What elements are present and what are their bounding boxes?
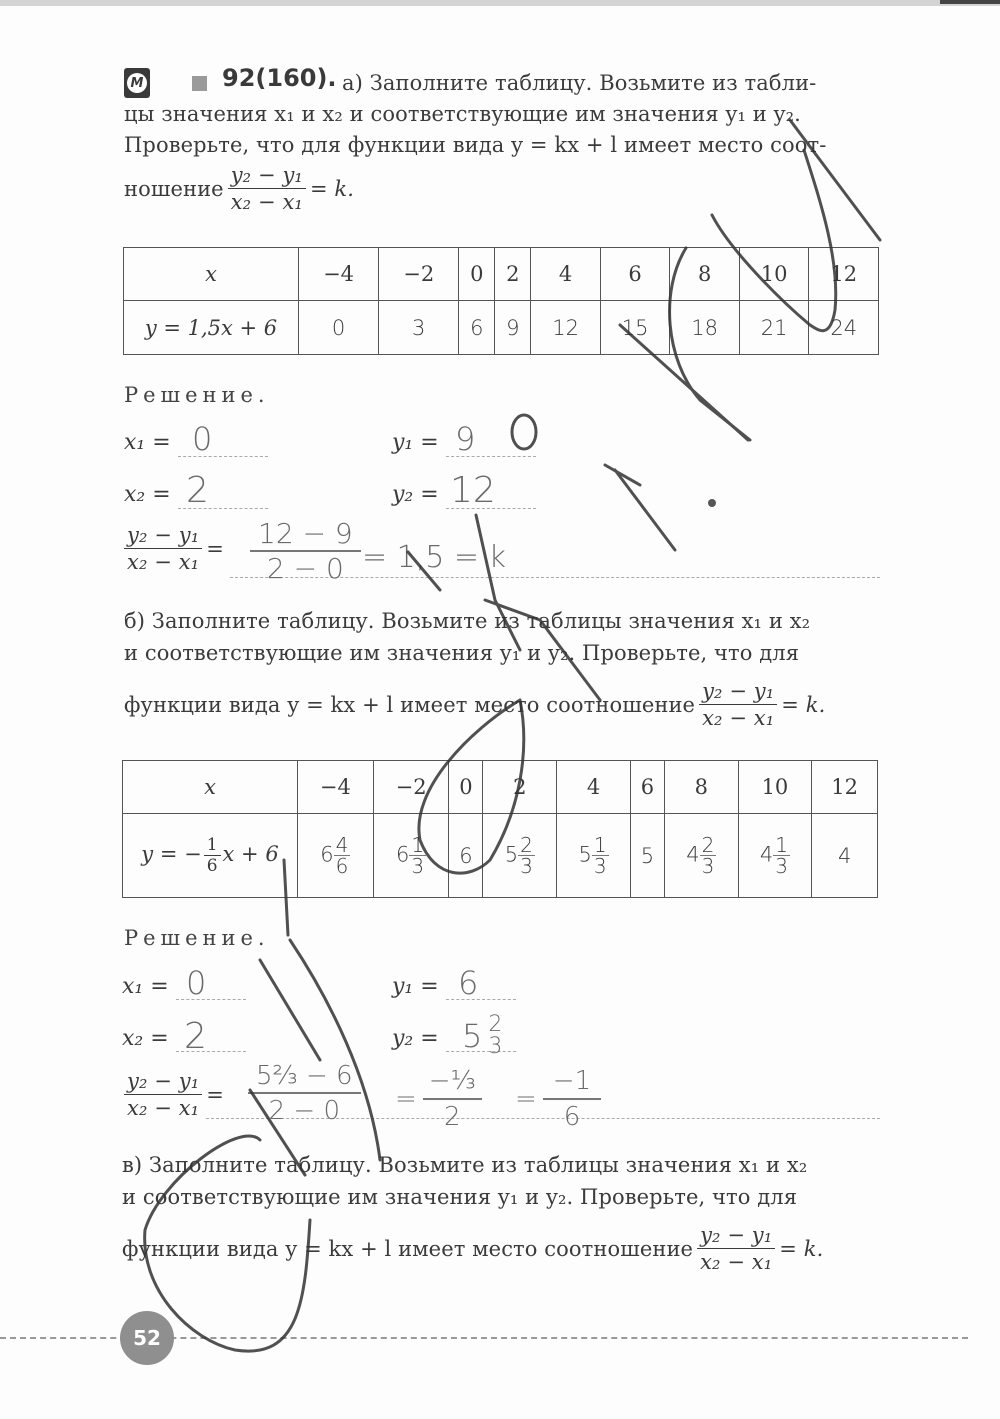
x-cell: −2 [373, 761, 449, 814]
part-c-line-1: в) Заполните таблицу. Возьмите из таблицы значения x₁ и x₂ [122, 1153, 808, 1177]
y2-handwritten: 5 2 3 [462, 1012, 503, 1059]
exercise-number: 92(160). [222, 64, 337, 92]
solution-b-handwritten-fraction: 5⅔ − 6 2 − 0 [248, 1060, 361, 1128]
y-cell-handwritten: 6 [449, 814, 483, 898]
y-cell-handwritten: 3 [379, 301, 459, 355]
y1-blank [446, 999, 516, 1000]
y1-label: y₁ = [392, 974, 439, 999]
x-cell: 6 [600, 248, 670, 301]
scribble-stroke [605, 465, 640, 485]
part-b-line-1: б) Заполните таблицу. Возьмите из таблицы значения x₁ и x₂ [124, 609, 811, 633]
x-cell: 6 [630, 761, 664, 814]
y-cell-handwritten: 18 [670, 301, 740, 355]
y-cell-handwritten: 5 $\frac{1}{3}$ [557, 814, 631, 898]
x-cell: 4 [531, 248, 601, 301]
y-cell-handwritten: 12 [531, 301, 601, 355]
solution-b-handwritten-step: = −⅓ 2 [395, 1064, 482, 1134]
y-cell-handwritten: 5 [630, 814, 664, 898]
mark-m-icon: M [124, 68, 150, 98]
solution-b-handwritten-final: = $\frac{-1}{6}$ [515, 1064, 601, 1134]
page-number-badge: 52 [120, 1311, 174, 1365]
row-label-x: x [123, 761, 298, 814]
y1-handwritten: 9 [455, 420, 476, 458]
solution-b-title: Решение. [124, 926, 270, 950]
y-cell-handwritten: 9 [495, 301, 531, 355]
scan-top-edge [0, 0, 1000, 6]
y1-handwritten: 6 [458, 964, 479, 1002]
scan-corner-shadow [940, 0, 1000, 4]
part-a-line-3: Проверьте, что для функции вида y = kx + l имеет место соот- [124, 133, 827, 157]
x1-handwritten: 0 [186, 964, 207, 1002]
x-cell: 8 [670, 248, 740, 301]
part-c-ratio-line: функции вида y = kx + l имеет место соотношение $\frac{\text{y₂ − y₁}}{\text{x₂ − x₁}}$ = k. [122, 1223, 824, 1274]
part-c-line-2: и соответствующие им значения y₁ и y₂. Проверьте, что для [122, 1185, 798, 1209]
y-cell-handwritten: 15 [600, 301, 670, 355]
y-cell-handwritten: 21 [739, 301, 809, 355]
y-cell-handwritten: 5 $\frac{2}{3}$ [483, 814, 557, 898]
part-b-ratio-line: функции вида y = kx + l имеет место соотношение $\frac{\text{y₂ − y₁}}{\text{x₂ − x₁}}$ = k. [124, 679, 826, 730]
part-a-line-2: цы значения x₁ и x₂ и соответствующие им значения y₁ и y₂. [124, 102, 801, 126]
x-cell: 2 [483, 761, 557, 814]
x2-label: x₂ = [124, 482, 171, 507]
x-cell: 10 [738, 761, 812, 814]
x-cell: 12 [809, 248, 879, 301]
solution-a-handwritten-result: = 1,5 = k [362, 540, 506, 575]
part-b-line-2: и соответствующие им значения y₁ и y₂. Проверьте, что для [124, 641, 800, 665]
solution-a-handwritten-fraction: 12 − 9 2 − 0 [250, 518, 361, 586]
scribble-stroke [512, 415, 536, 449]
scribble-stroke [615, 470, 675, 550]
y2-label: y₂ = [392, 1026, 439, 1051]
y1-label: y₁ = [392, 430, 439, 455]
y-cell-handwritten: 6 [459, 301, 495, 355]
table-a-x-row [124, 248, 879, 301]
x1-label: x₁ = [124, 430, 171, 455]
x-cell: 12 [812, 761, 878, 814]
x-cell: 4 [557, 761, 631, 814]
x-cell: −4 [298, 761, 374, 814]
x-cell: 8 [664, 761, 738, 814]
solution-b-ratio: $\frac{\text{y₂ − y₁}}{\text{x₂ − x₁}}$ = [124, 1068, 224, 1121]
row-label-y: y = 1,5x + 6 [124, 301, 299, 355]
x1-handwritten: 0 [192, 420, 213, 458]
solution-a-title: Решение. [124, 383, 270, 407]
part-a-line-1: а) Заполните таблицу. Возьмите из табли- [342, 71, 817, 95]
y-cell-handwritten: 4 $\frac{1}{3}$ [738, 814, 812, 898]
y-cell-handwritten: 4 $\frac{2}{3}$ [664, 814, 738, 898]
pen-dot [708, 499, 716, 507]
x-cell: 0 [459, 248, 495, 301]
x1-label: x₁ = [122, 974, 169, 999]
x-cell: 0 [449, 761, 483, 814]
y2-handwritten: 12 [450, 470, 496, 511]
table-b [122, 760, 878, 898]
y-cell-handwritten: 6 $\frac{4}{6}$ [298, 814, 374, 898]
x2-handwritten: 2 [184, 1016, 207, 1057]
x2-label: x₂ = [122, 1026, 169, 1051]
table-b-x-row [123, 761, 878, 814]
y-cell-handwritten: 0 [299, 301, 379, 355]
square-bullet-icon [192, 76, 207, 91]
table-a-y-row [124, 301, 879, 355]
y-cell-handwritten: 4 [812, 814, 878, 898]
row-label-y: y = − $\frac{1}{6}$ x + 6 [123, 814, 298, 898]
x2-handwritten: 2 [186, 470, 209, 511]
x-cell: 10 [739, 248, 809, 301]
y-cell-handwritten: 24 [809, 301, 879, 355]
part-a-ratio-line: ношение $\frac{\text{y₂ − y₁}}{\text{x₂ − x₁}}$ = k. [124, 163, 355, 214]
x-cell: 2 [495, 248, 531, 301]
row-label-x: x [124, 248, 299, 301]
y2-label: y₂ = [392, 482, 439, 507]
table-a [123, 247, 879, 355]
solution-a-ratio: $\frac{\text{y₂ − y₁}}{\text{x₂ − x₁}}$ = [124, 522, 224, 575]
table-b-y-row [123, 814, 878, 898]
ratio-fraction: $\frac{\text{y₂ − y₁}}{\text{x₂ − x₁}}$ [228, 162, 306, 215]
y-cell-handwritten: 6 $\frac{1}{3}$ [373, 814, 449, 898]
x-cell: −4 [299, 248, 379, 301]
x-cell: −2 [379, 248, 459, 301]
scribble-stroke [260, 960, 320, 1060]
